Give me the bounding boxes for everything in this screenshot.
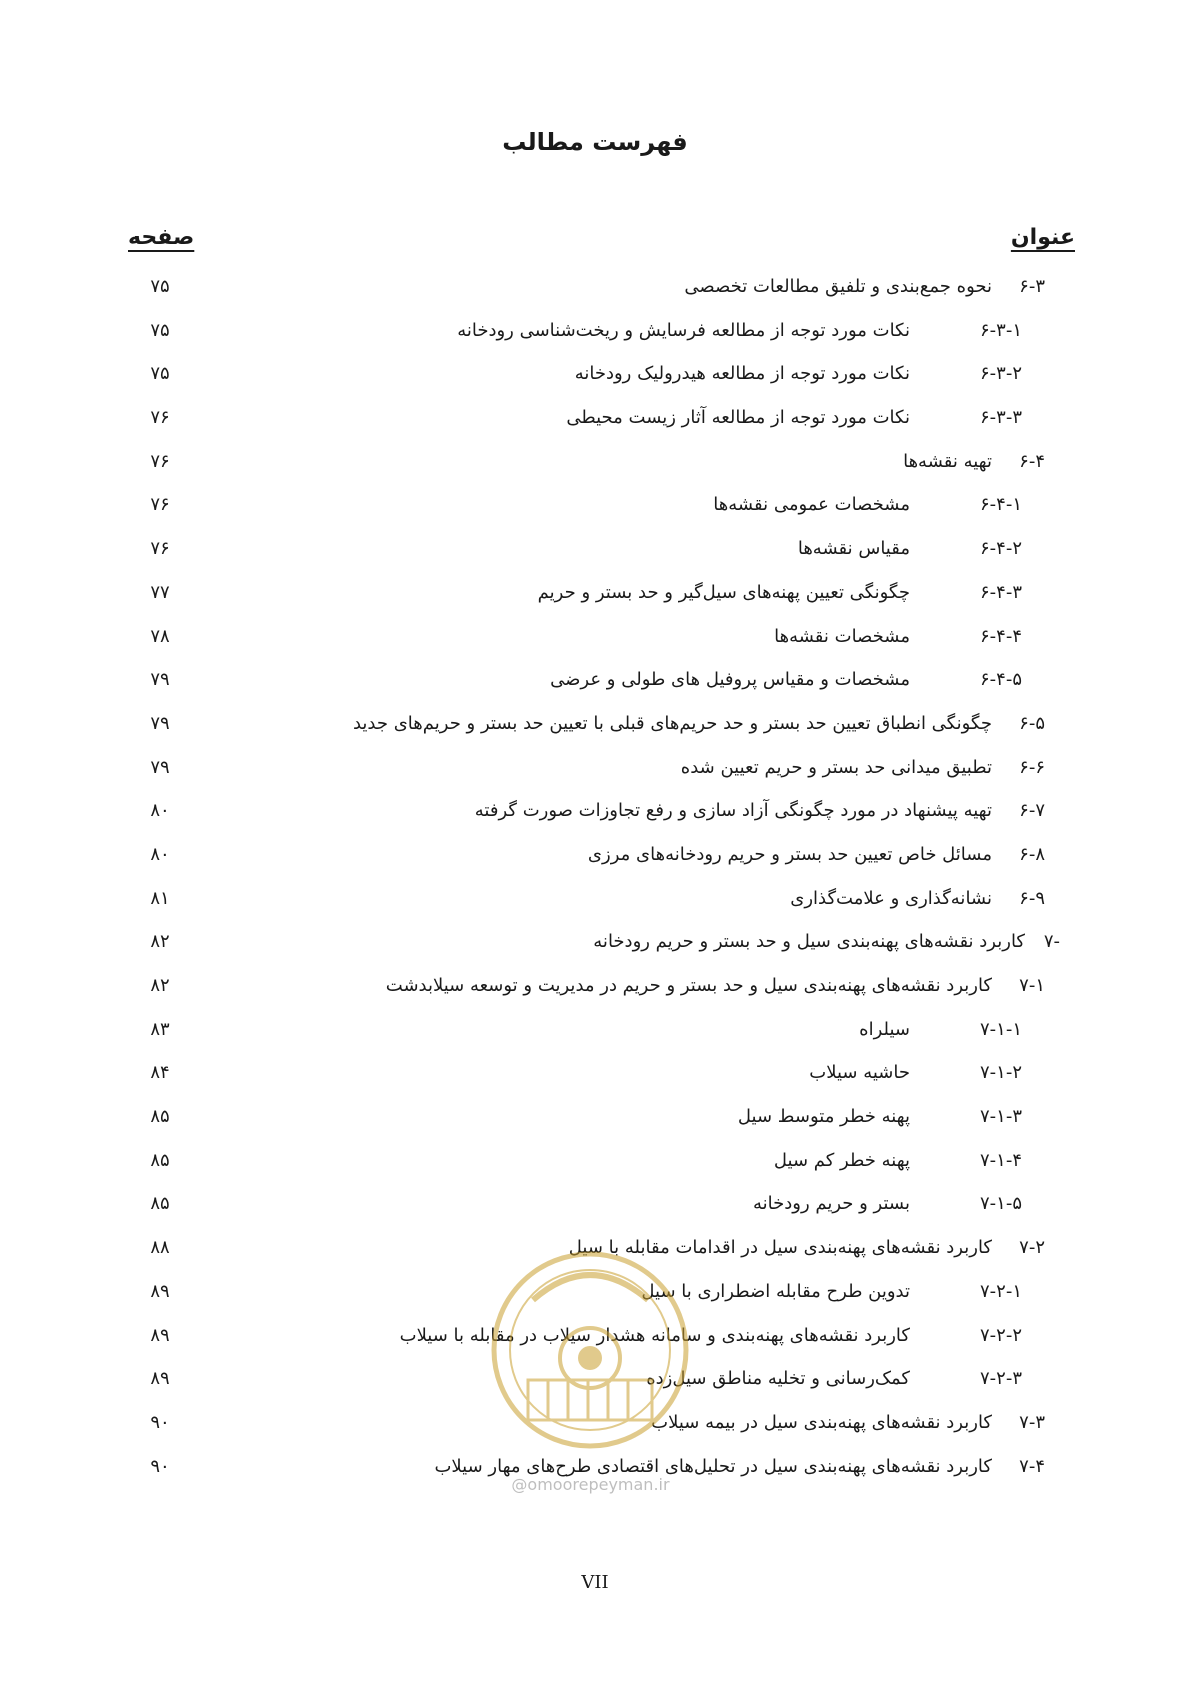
toc-entry-number: ۶-۷ (1019, 800, 1045, 822)
toc-entry-number: ۶-۹ (1019, 887, 1045, 909)
toc-entry-number: ۶-۴-۳ (980, 581, 1022, 603)
toc-entry-number: ۷-۱ (1019, 975, 1045, 996)
toc-entry-number: ۶-۳-۲ (980, 363, 1022, 385)
toc-entry-title: کاربرد نقشه‌های پهنه‌بندی سیل و حد بستر و حریم در مدیریت و توسعه سیلابدشت (385, 975, 992, 996)
toc-entry-title: کاربرد نقشه‌های پهنه‌بندی سیل در اقدامات مقابله با سیل (568, 1237, 992, 1259)
toc-entry-number: ۶-۴-۵ (980, 669, 1022, 691)
toc-entry-title: حاشیه سیلاب (809, 1062, 910, 1084)
toc-entry[interactable] (0, 713, 1190, 757)
toc-entry-page: ۸۱ (150, 887, 170, 909)
toc-entry-page: ۸۸ (150, 1237, 170, 1259)
toc-entry[interactable] (0, 320, 1190, 364)
toc-entry[interactable] (0, 451, 1190, 495)
watermark-site-text: @omoorepeyman.ir (511, 1475, 670, 1494)
toc-entry[interactable] (0, 538, 1190, 582)
toc-entry-number: ۷-۳ (1019, 1411, 1045, 1433)
title-column-header: عنوان (1010, 225, 1075, 250)
toc-entry-page: ۷۸ (150, 625, 170, 647)
toc-entry-page: ۸۳ (150, 1018, 170, 1040)
toc-entry[interactable] (0, 1193, 1190, 1237)
toc-entry-page: ۸۰ (150, 800, 170, 822)
toc-entry[interactable] (0, 582, 1190, 626)
toc-entry-number: ۷-۱-۵ (980, 1193, 1022, 1215)
toc-entry-number: ۶-۸ (1019, 843, 1045, 865)
toc-entry-number: ۶-۶ (1019, 756, 1045, 778)
toc-entry-page: ۷۷ (150, 581, 170, 603)
toc-entry-number: ۷-۱-۱ (980, 1018, 1022, 1040)
toc-entry-number: ۶-۳ (1019, 276, 1045, 297)
toc-entry-title: مشخصات عمومی نقشه‌ها (713, 494, 910, 516)
toc-entry-title: کاربرد نقشه‌های پهنه‌بندی و سامانه هشدار سیلاب در مقابله با سیلاب (399, 1324, 910, 1346)
toc-entry-page: ۷۹ (150, 756, 170, 778)
toc-entry-page: ۸۲ (150, 931, 170, 953)
toc-entry-page: ۸۵ (150, 1193, 170, 1215)
toc-entry-title: چگونگی تعیین پهنه‌های سیل‌گیر و حد بستر و حریم (537, 581, 910, 603)
toc-entry-title: کاربرد نقشه‌های پهنه‌بندی سیل در بیمه سیلاب (651, 1411, 992, 1433)
toc-entry-page: ۸۰ (150, 843, 170, 865)
toc-entry[interactable] (0, 1368, 1190, 1412)
toc-entry-title: نکات مورد توجه از مطالعه هیدرولیک رودخانه (574, 363, 910, 385)
toc-entry-number: ۶-۴-۴ (980, 625, 1022, 647)
toc-entry-number: ۷-۲-۳ (980, 1368, 1022, 1390)
toc-entry-title: چگونگی انطباق تعیین حد بستر و حد حریم‌های قبلی با تعیین حد بستر و حریم‌های جدید (352, 712, 992, 734)
toc-entry-title: کاربرد نقشه‌های پهنه‌بندی سیل در تحلیل‌های اقتصادی طرح‌های مهار سیلاب (434, 1455, 992, 1477)
toc-entry-page: ۸۹ (150, 1280, 170, 1302)
toc-entry-page: ۸۲ (150, 975, 170, 996)
footer-page-number: VII (581, 1572, 609, 1593)
toc-entry-number: ۷-۲-۱ (980, 1280, 1022, 1302)
toc-list (0, 276, 1190, 1499)
toc-entry-title: پهنه خطر کم سیل (773, 1149, 910, 1171)
toc-entry-number: ۶-۵ (1019, 712, 1045, 734)
toc-entry-page: ۷۹ (150, 669, 170, 691)
toc-entry-title: مقیاس نقشه‌ها (797, 538, 910, 560)
toc-entry-page: ۸۵ (150, 1149, 170, 1171)
toc-entry-page: ۷۶ (150, 450, 170, 472)
toc-entry-title: تطبیق میدانی حد بستر و حریم تعیین شده (680, 756, 992, 778)
toc-entry-number: ۷- (1043, 931, 1060, 953)
toc-entry-title: تهیه نقشه‌ها (903, 450, 992, 472)
toc-entry-page: ۹۰ (150, 1411, 170, 1433)
toc-entry-page: ۷۹ (150, 712, 170, 734)
toc-entry[interactable] (0, 757, 1190, 801)
toc-entry-title: نکات مورد توجه از مطالعه فرسایش و ریخت‌شناسی رودخانه (457, 319, 910, 341)
toc-entry-page: ۸۴ (150, 1062, 170, 1084)
toc-entry-title: بستر و حریم رودخانه (752, 1193, 910, 1215)
toc-entry-title: نحوه جمع‌بندی و تلفیق مطالعات تخصصی (684, 276, 992, 297)
toc-entry-title: مشخصات نقشه‌ها (774, 625, 910, 647)
toc-entry[interactable] (0, 1106, 1190, 1150)
toc-entry-title: نشانه‌گذاری و علامت‌گذاری (790, 887, 992, 909)
toc-entry-title: مشخصات و مقیاس پروفیل های طولی و عرضی (550, 669, 910, 691)
toc-entry-title: تدوین طرح مقابله اضطراری با سیل (641, 1280, 910, 1302)
toc-entry[interactable] (0, 975, 1190, 1019)
toc-entry[interactable] (0, 669, 1190, 713)
toc-entry[interactable] (0, 931, 1190, 975)
toc-entry-title: کاربرد نقشه‌های پهنه‌بندی سیل و حد بستر و حریم رودخانه (593, 931, 1025, 953)
toc-entry-number: ۷-۱-۲ (980, 1062, 1022, 1084)
toc-entry[interactable] (0, 1062, 1190, 1106)
toc-entry-page: ۸۵ (150, 1106, 170, 1128)
toc-entry-number: ۶-۳-۳ (980, 407, 1022, 429)
page-column-header: صفحه (128, 225, 195, 250)
toc-entry[interactable] (0, 888, 1190, 932)
toc-entry-number: ۷-۲ (1019, 1237, 1045, 1259)
toc-entry-page: ۸۹ (150, 1368, 170, 1390)
toc-entry-number: ۶-۴-۱ (980, 494, 1022, 516)
toc-entry-title: نکات مورد توجه از مطالعه آثار زیست محیطی (566, 407, 910, 429)
toc-entry[interactable] (0, 626, 1190, 670)
toc-entry[interactable] (0, 276, 1190, 320)
toc-entry-title: سیلراه (859, 1018, 910, 1040)
toc-entry-page: ۷۶ (150, 494, 170, 516)
toc-entry-title: تهیه پیشنهاد در مورد چگونگی آزاد سازی و رفع تجاوزات صورت گرفته (474, 800, 992, 822)
toc-entry[interactable] (0, 1150, 1190, 1194)
toc-entry-number: ۶-۴-۲ (980, 538, 1022, 560)
toc-entry-page: ۷۵ (150, 363, 170, 385)
toc-entry[interactable] (0, 1019, 1190, 1063)
toc-entry-number: ۷-۱-۳ (980, 1106, 1022, 1128)
toc-entry-page: ۹۰ (150, 1455, 170, 1477)
toc-entry[interactable] (0, 1456, 1190, 1500)
toc-entry[interactable] (0, 1325, 1190, 1369)
toc-entry[interactable] (0, 1237, 1190, 1281)
toc-entry[interactable] (0, 800, 1190, 844)
toc-entry[interactable] (0, 363, 1190, 407)
toc-entry-page: ۷۵ (150, 319, 170, 341)
toc-entry-number: ۷-۱-۴ (980, 1149, 1022, 1171)
toc-entry[interactable] (0, 407, 1190, 451)
toc-entry[interactable] (0, 1281, 1190, 1325)
toc-entry-title: کمک‌رسانی و تخلیه مناطق سیل‌زده (646, 1368, 910, 1390)
toc-entry-title: پهنه خطر متوسط سیل (737, 1106, 910, 1128)
toc-entry-page: ۷۶ (150, 538, 170, 560)
toc-entry[interactable] (0, 494, 1190, 538)
toc-entry-page: ۷۶ (150, 407, 170, 429)
toc-entry[interactable] (0, 1412, 1190, 1456)
page-title: فهرست مطالب (502, 128, 688, 156)
toc-entry-page: ۷۵ (150, 276, 170, 297)
toc-entry[interactable] (0, 844, 1190, 888)
toc-entry-number: ۶-۳-۱ (980, 319, 1022, 341)
toc-entry-page: ۸۹ (150, 1324, 170, 1346)
toc-entry-number: ۷-۲-۲ (980, 1324, 1022, 1346)
toc-entry-number: ۷-۴ (1019, 1455, 1045, 1477)
toc-entry-number: ۶-۴ (1019, 450, 1045, 472)
toc-entry-title: مسائل خاص تعیین حد بستر و حریم رودخانه‌های مرزی (587, 843, 992, 865)
